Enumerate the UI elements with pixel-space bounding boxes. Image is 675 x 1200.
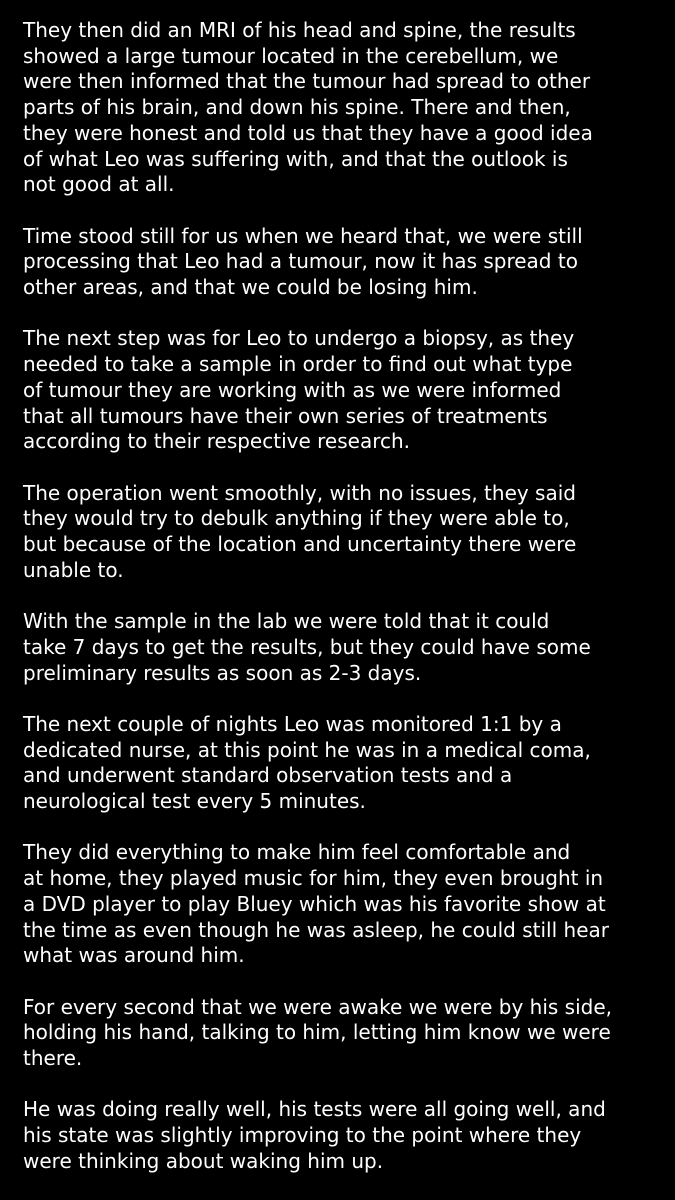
- text-line: of what Leo was suffering with, and that the outlook is: [23, 146, 568, 171]
- text-line: a DVD player to play Bluey which was his favorite show at: [23, 891, 606, 916]
- text-line: what was around him.: [23, 943, 245, 968]
- text-line: were then informed that the tumour had spread to other: [23, 69, 591, 94]
- text-line: holding his hand, talking to him, letting him know we were: [23, 1020, 611, 1045]
- text-line: but because of the location and uncertainty there were: [23, 532, 577, 557]
- paragraph-monitoring: [23, 712, 663, 815]
- text-line: He was doing really well, his tests were all going well, and: [23, 1097, 606, 1122]
- text-line: at home, they played music for him, they even brought in: [23, 866, 604, 891]
- paragraph-time-stood-still: [23, 224, 663, 301]
- text-line: They did everything to make him feel comfortable and: [23, 840, 571, 865]
- paragraph-biopsy: [23, 326, 663, 455]
- text-line: were thinking about waking him up.: [23, 1148, 384, 1173]
- story-text: [23, 18, 663, 1200]
- text-line: according to their respective research.: [23, 429, 411, 454]
- text-line: his state was slightly improving to the point where they: [23, 1123, 582, 1148]
- text-line: there.: [23, 1046, 83, 1071]
- text-line: The operation went smoothly, with no issues, they said: [23, 480, 576, 505]
- paragraph-improving: [23, 1097, 663, 1174]
- text-line: and underwent standard observation tests and a: [23, 763, 513, 788]
- text-line: that all tumours have their own series of treatments: [23, 403, 548, 428]
- text-line: the time as even though he was asleep, he could still hear: [23, 917, 609, 942]
- paragraph-operation: [23, 481, 663, 584]
- text-line: they would try to debulk anything if they were able to,: [23, 506, 570, 531]
- text-line: neurological test every 5 minutes.: [23, 789, 366, 814]
- text-line: They then did an MRI of his head and spine, the results: [23, 18, 576, 42]
- text-line: they were honest and told us that they have a good idea: [23, 120, 593, 145]
- text-line: dedicated nurse, at this point he was in a medical coma,: [23, 737, 591, 762]
- text-line: parts of his brain, and down his spine. There and then,: [23, 95, 571, 120]
- text-line: preliminary results as soon as 2-3 days.: [23, 660, 422, 685]
- paragraph-mri-results: [23, 18, 663, 198]
- text-line: of tumour they are working with as we were informed: [23, 377, 562, 402]
- text-line: not good at all.: [23, 172, 175, 197]
- paragraph-by-his-side: [23, 995, 663, 1072]
- text-line: take 7 days to get the results, but they could have some: [23, 634, 591, 659]
- text-line: other areas, and that we could be losing him.: [23, 275, 478, 300]
- text-line: Time stood still for us when we heard that, we were still: [23, 223, 583, 248]
- text-line: processing that Leo had a tumour, now it has spread to: [23, 249, 578, 274]
- text-line: For every second that we were awake we were by his side,: [23, 994, 613, 1019]
- text-line: The next couple of nights Leo was monitored 1:1 by a: [23, 711, 562, 736]
- paragraph-lab-sample: [23, 609, 663, 686]
- text-line: needed to take a sample in order to find out what type: [23, 352, 573, 377]
- text-line: unable to.: [23, 557, 124, 582]
- text-line: With the sample in the lab we were told that it could: [23, 609, 550, 634]
- text-line: showed a large tumour located in the cerebellum, we: [23, 43, 559, 68]
- paragraph-comfort: [23, 840, 663, 969]
- text-line: The next step was for Leo to undergo a biopsy, as they: [23, 326, 575, 351]
